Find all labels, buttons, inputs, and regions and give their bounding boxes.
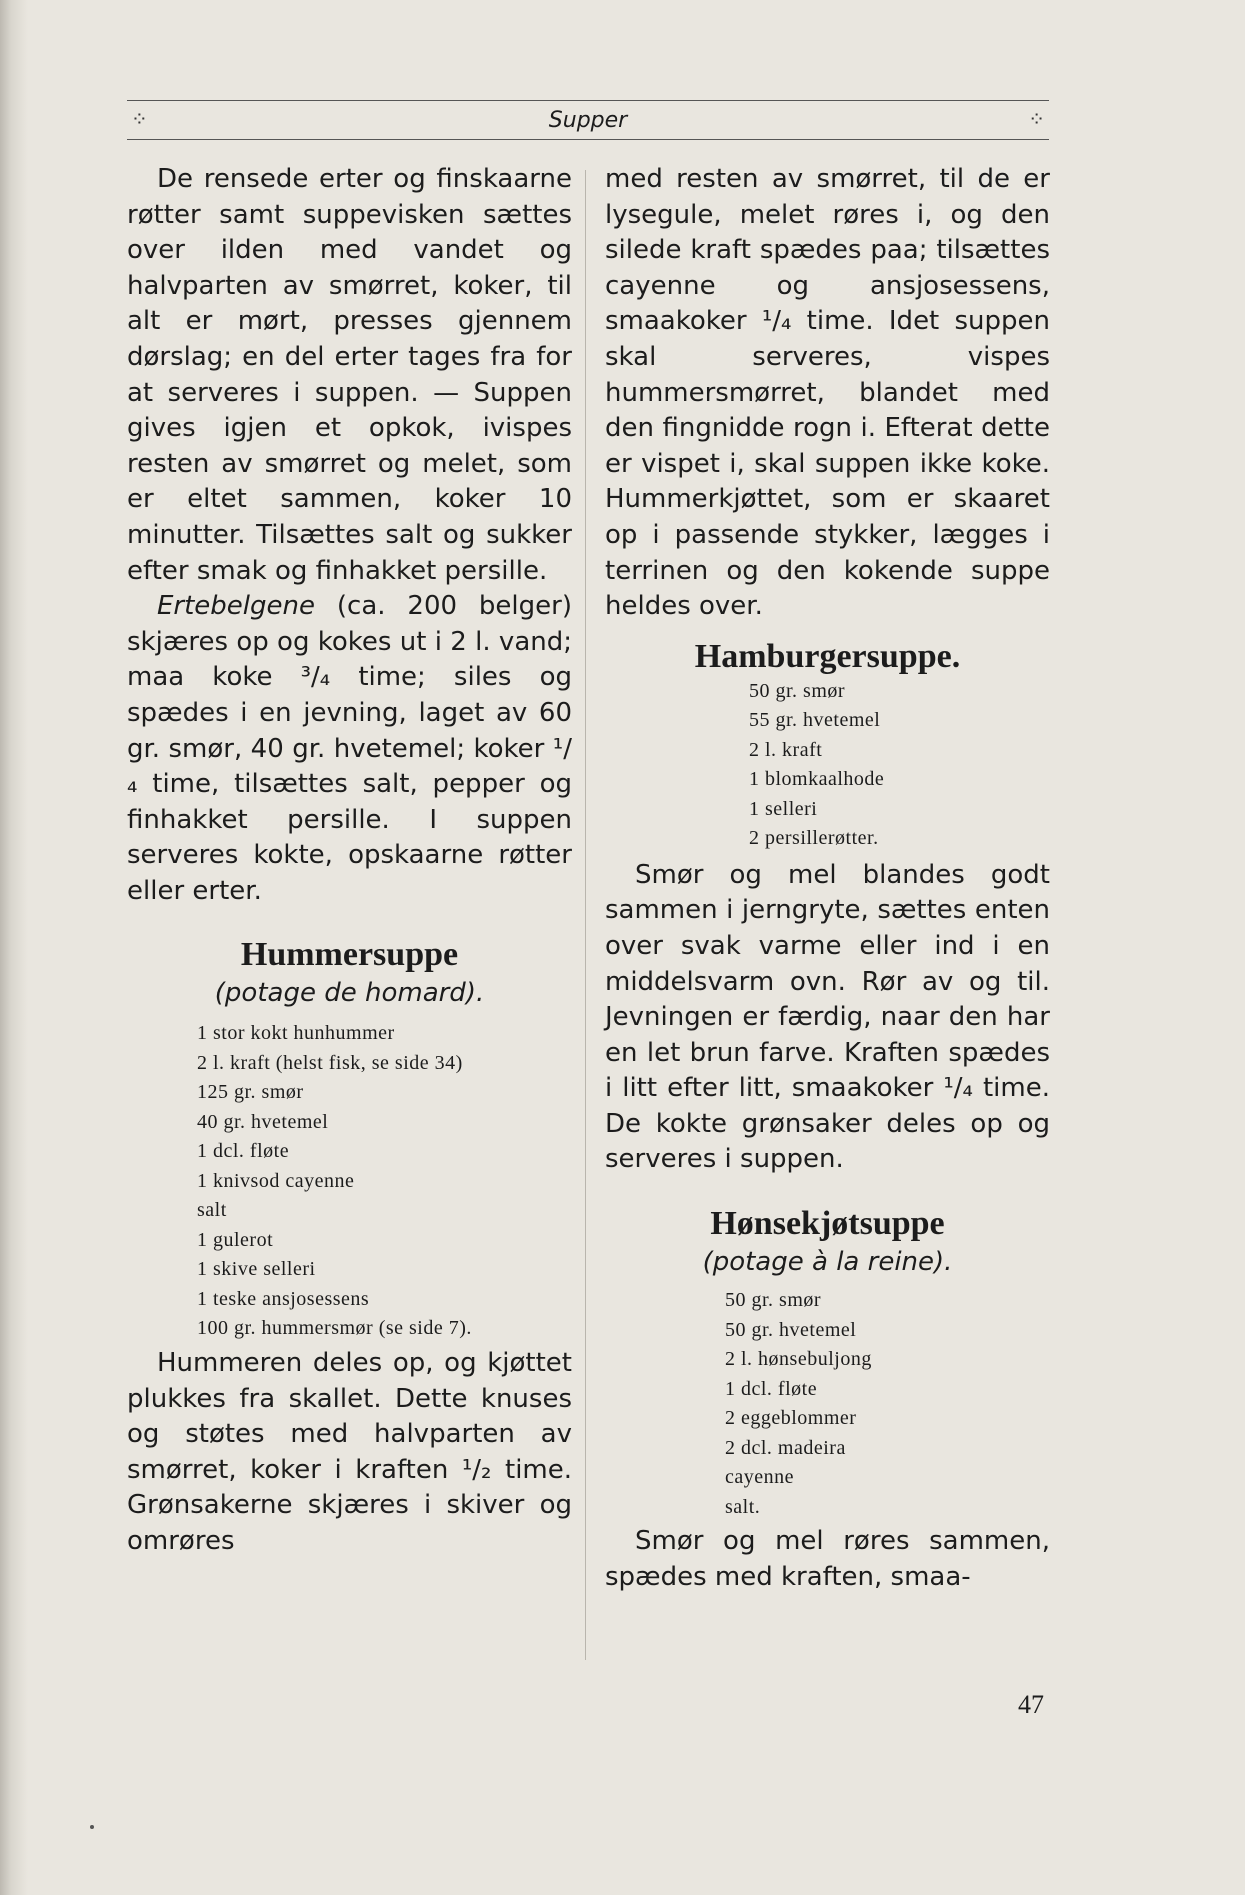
ingredient-item: 1 dcl. fløte: [725, 1377, 818, 1400]
recipe-title-hummersuppe: Hummersuppe: [240, 936, 459, 974]
ingredient-item: 50 gr. smør: [749, 679, 846, 702]
running-header-title: Supper: [548, 108, 628, 133]
paragraph-lead-word: Ertebelgene: [157, 591, 316, 622]
ingredient-item: 55 gr. hvetemel: [749, 709, 881, 732]
right-column: [605, 162, 1050, 1595]
ingredient-item: 2 eggeblommer: [725, 1407, 857, 1430]
ingredient-item: cayenne: [725, 1466, 795, 1489]
ingredient-item: 1 knivsod cayenne: [197, 1169, 355, 1192]
paragraph-hamburgersuppe: Smør og mel blandes godt sammen i jerngryte, sættes enten over svak varme eller ind i en middelsvarm ovn. Rør av og til. Jevningen er færdig, naar den har en let brun farve. Kraften spædes i litt efter litt, smaakoker ¹/₄ time. De kokte grønsaker deles op og serveres i suppen.: [605, 859, 1050, 1175]
ingredient-item: 50 gr. hvetemel: [725, 1318, 857, 1341]
paragraph-ertebelgene: [127, 589, 572, 909]
ingredient-item: 2 l. hønsebuljong: [725, 1348, 872, 1371]
ornament-left-icon: ⁘: [131, 107, 148, 131]
ingredient-item: 1 selleri: [749, 797, 818, 820]
column-divider: [585, 170, 586, 1660]
ingredient-item: 1 blomkaalhode: [749, 768, 885, 791]
recipe-title-hamburgersuppe: Hamburgersuppe.: [694, 637, 961, 675]
ingredient-item: 2 l. kraft: [749, 738, 823, 761]
print-speck: [90, 1825, 94, 1829]
ingredient-item: 1 skive selleri: [197, 1258, 316, 1281]
ingredient-item: 1 gulerot: [197, 1228, 274, 1251]
recipe-subtitle-honsekjotsuppe: (potage à la reine).: [702, 1247, 953, 1278]
ingredient-item: 2 dcl. madeira: [725, 1436, 846, 1459]
paragraph-erter: De rensede erter og finskaarne røtter samt suppevisken sættes over ilden med vandet og halvparten av smørret, koker, til alt er mørt, presses gjennem dørslag; en del erter tages fra for at serveres i suppen. — Suppen gives igjen et opkok, ivispes resten av smørret og melet, som er eltet sammen, koker 10 minutter. Tilsættes salt og sukker efter smak og finhakket persille.: [127, 164, 572, 586]
paragraph-hummeren: Hummeren deles op, og kjøttet plukkes fra skallet. Dette knuses og støtes med halvparten av smørret, koker i kraften ¹/₂ time. Grønsakerne skjæres i skiver og omrøres: [127, 1347, 572, 1556]
paragraph-continued: med resten av smørret, til de er lysegule, melet røres i, og den silede kraft spædes paa; tilsættes cayenne og ansjosessens, smaakoker ¹/₄ time. Idet suppen skal serveres, vispes hummersmørret, blandet med den fingnidde rogn i. Efterat dette er vispet i, skal suppen ikke koke. Hummerkjøttet, som er skaaret op i passende stykker, lægges i terrinen og den kokende suppe heldes over.: [605, 164, 1050, 622]
ingredient-item: 100 gr. hummersmør (se side 7).: [197, 1317, 472, 1340]
left-column: [127, 162, 572, 1560]
ingredient-item: salt: [197, 1199, 227, 1222]
ingredient-item: 1 teske ansjosessens: [197, 1287, 370, 1310]
ingredient-item: 1 dcl. fløte: [197, 1140, 290, 1163]
running-header: [127, 100, 1049, 140]
ingredient-item: 1 stor kokt hunhummer: [197, 1022, 395, 1045]
ingredient-item: 40 gr. hvetemel: [197, 1110, 329, 1133]
ingredient-item: 50 gr. smør: [725, 1289, 822, 1312]
recipe-subtitle-hummersuppe: (potage de homard).: [214, 978, 485, 1009]
page-number: 47: [1018, 1690, 1044, 1719]
ingredient-item: salt.: [725, 1495, 761, 1518]
ingredient-item: 125 gr. smør: [197, 1081, 304, 1104]
ingredient-item: 2 l. kraft (helst fisk, se side 34): [197, 1051, 463, 1074]
paragraph-ertebelgene-text: (ca. 200 belger) skjæres op og kokes ut i 2 l. vand; maa koke ³/₄ time; siles og spædes i en jevning, laget av 60 gr. smør, 40 gr. hvetemel; koker ¹/₄ time, tilsættes salt, pepper og finhakket persille. I suppen serveres kokte, opskaarne røtter eller erter.: [127, 591, 572, 906]
ingredient-list-hamburgersuppe: [605, 677, 1050, 854]
paragraph-honsekjotsuppe: Smør og mel røres sammen, spædes med kraften, smaa-: [605, 1526, 1050, 1592]
ingredient-list-honsekjotsuppe: [605, 1286, 1050, 1522]
recipe-title-honsekjotsuppe: Hønsekjøtsuppe: [710, 1205, 945, 1243]
book-spine-shadow: [0, 0, 28, 1895]
ingredient-list-hummersuppe: [127, 1019, 572, 1344]
ingredient-item: 2 persillerøtter.: [749, 827, 879, 850]
ornament-right-icon: ⁘: [1028, 107, 1045, 131]
